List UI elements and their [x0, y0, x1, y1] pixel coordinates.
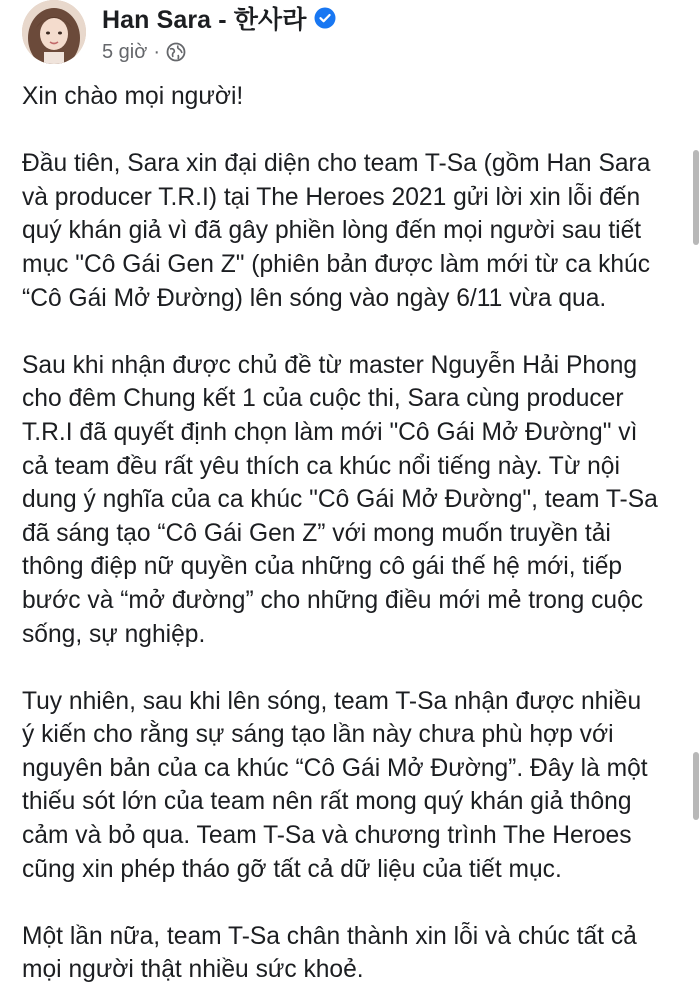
post-text-line: nguyên bản của ca khúc “Cô Gái Mở Đường”. Đây là một — [22, 754, 648, 782]
post-text-line: đã sáng tạo “Cô Gái Gen Z” với mong muốn truyền tải — [22, 519, 611, 547]
scrollbar-thumb-upper[interactable] — [693, 150, 699, 245]
avatar-photo — [22, 0, 86, 64]
post-meta — [102, 1, 336, 67]
post-text-line: ý kiến cho rằng sự sáng tạo lần này chưa phù hợp với — [22, 721, 614, 749]
scrollbar-thumb-lower[interactable] — [693, 752, 699, 820]
post-text-line: mọi người thật nhiều sức khoẻ. — [22, 956, 364, 984]
avatar[interactable] — [22, 0, 86, 64]
post-text-line: cũng xin phép tháo gỡ tất cả dữ liệu của tiết mục. — [22, 855, 562, 883]
post-header — [22, 0, 700, 70]
post-text-line: cảm và bỏ qua. Team T-Sa và chương trình The Heroes — [22, 822, 632, 850]
post-text-line: bước và “mở đường” cho những điều mới mẻ trong cuộc — [22, 586, 644, 614]
post-text-line: thiếu sót lớn của team nên rất mong quý khán giả thông — [22, 788, 632, 816]
post-text-line: Một lần nữa, team T-Sa chân thành xin lỗi và chúc tất cả — [22, 922, 637, 950]
post-paragraph — [22, 80, 690, 114]
separator-dot: · — [153, 40, 161, 63]
post-text-line: cho đêm Chung kết 1 của cuộc thi, Sara cùng producer — [22, 385, 624, 413]
post-timestamp[interactable]: 5 giờ — [102, 40, 148, 63]
post-text-line: thông điệp nữ quyền của những cô gái thế hệ mới, tiếp — [22, 553, 623, 581]
post-text-line: quý khán giả vì đã gây phiền lòng đến mọi người sau tiết — [22, 217, 642, 245]
post-text-line: Tuy nhiên, sau khi lên sóng, team T-Sa nhận được nhiều — [22, 687, 642, 715]
post-text-line: cả team đều rất yêu thích ca khúc nổi tiếng này. Từ nội — [22, 452, 620, 480]
post-paragraph — [22, 147, 690, 315]
post-text — [22, 80, 690, 1002]
post-paragraph — [22, 349, 690, 651]
post-text-line: Xin chào mọi người! — [22, 83, 244, 110]
verified-badge-icon — [314, 7, 336, 29]
post-text-line: Sau khi nhận được chủ đề từ master Nguyễn Hải Phong — [22, 351, 638, 379]
post-paragraph — [22, 920, 690, 987]
post-text-line: Đầu tiên, Sara xin đại diện cho team T-Sa (gồm Han Sara — [22, 150, 651, 178]
post-text-line: dung ý nghĩa của ca khúc "Cô Gái Mở Đường", team T-Sa — [22, 486, 658, 514]
post-text-line: sống, sự nghiệp. — [22, 620, 206, 648]
post-text-line: và producer T.R.I) tại The Heroes 2021 gửi lời xin lỗi đến — [22, 183, 641, 211]
author-row — [102, 1, 336, 35]
globe-icon[interactable] — [166, 42, 186, 62]
post-text-line: “Cô Gái Mở Đường) lên sóng vào ngày 6/11 vừa qua. — [22, 284, 607, 312]
post-text-line: mục "Cô Gái Gen Z" (phiên bản được làm mới từ ca khúc — [22, 250, 651, 278]
post-text-line: T.R.I đã quyết định chọn làm mới "Cô Gái Mở Đường" vì — [22, 418, 638, 446]
post-paragraph — [22, 685, 690, 887]
author-name[interactable]: Han Sara - 한사라 — [102, 6, 307, 34]
timestamp-row — [102, 37, 336, 67]
